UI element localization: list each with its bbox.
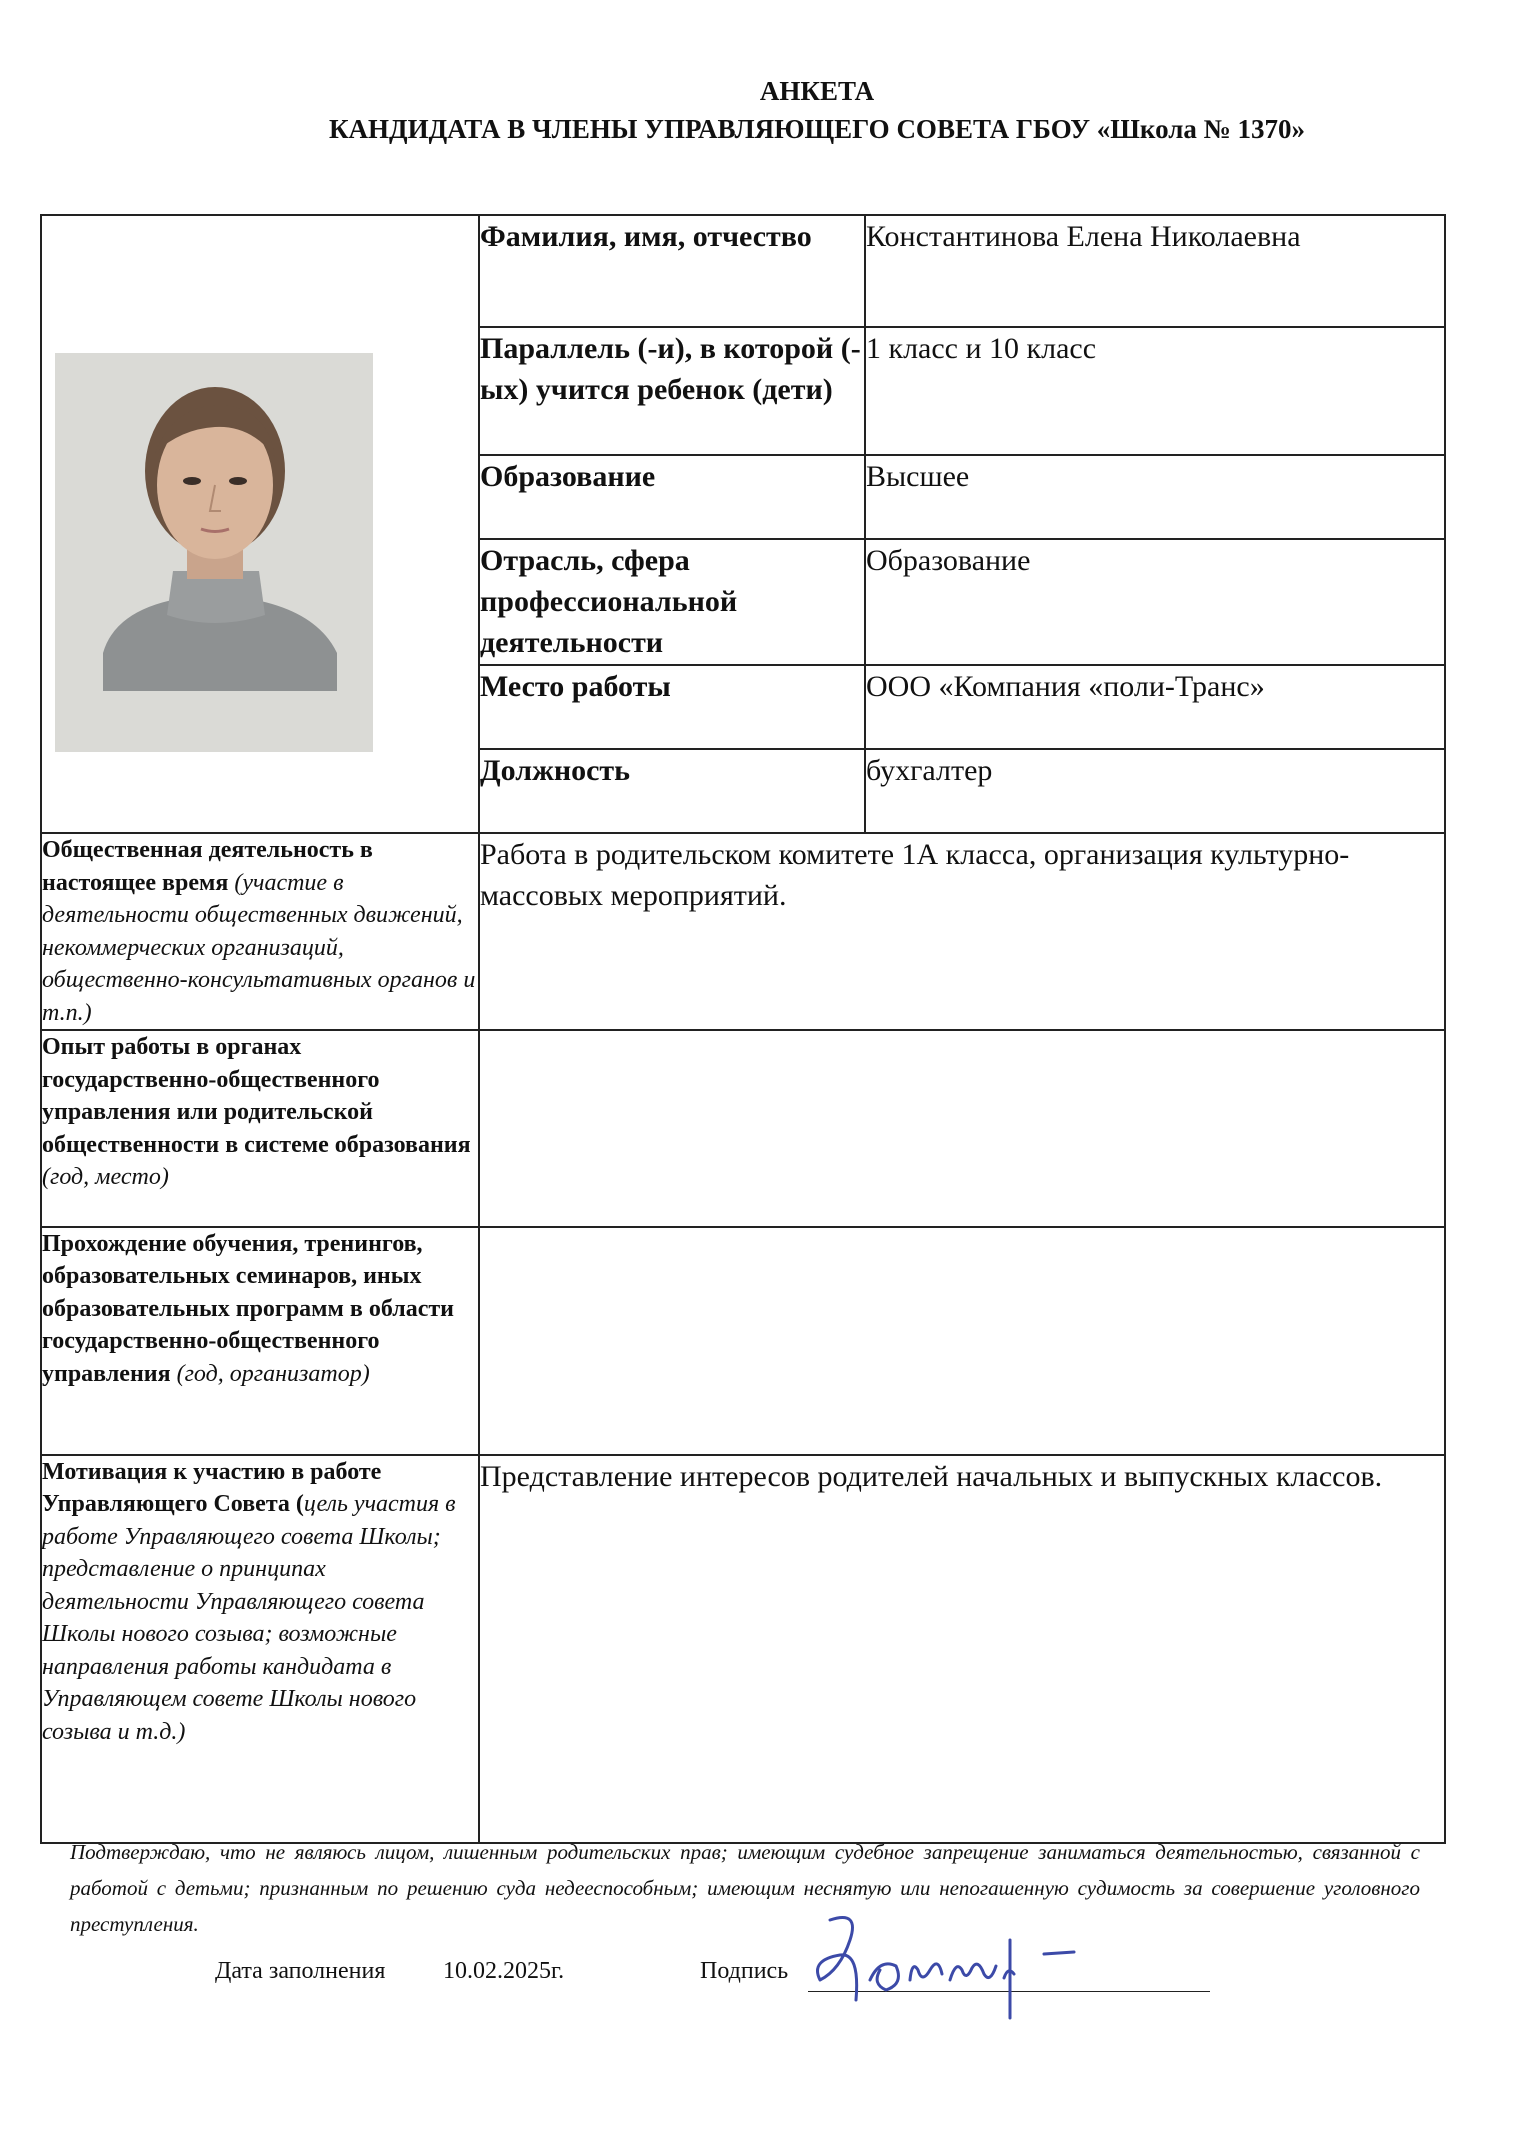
handwritten-signature xyxy=(800,1900,1140,2020)
field-label-fio: Фамилия, имя, отчество xyxy=(479,215,865,327)
section-label-note: (год, организатор) xyxy=(176,1360,370,1387)
section-value-training xyxy=(479,1227,1445,1455)
section-label-note: (год, место) xyxy=(42,1164,169,1191)
field-label-workplace: Место работы xyxy=(479,665,865,749)
section-value-governance-experience xyxy=(479,1030,1445,1226)
field-value-industry: Образование xyxy=(865,539,1445,665)
section-label-training xyxy=(41,1227,479,1455)
form-subtitle: КАНДИДАТА В ЧЛЕНЫ УПРАВЛЯЮЩЕГО СОВЕТА ГБОУ «Школа № 1370» xyxy=(328,114,1306,144)
section-label-motivation xyxy=(41,1455,479,1843)
portrait-image xyxy=(55,353,373,752)
section-label-bold: Опыт работы в органах государственно-общественного управления или родительской общественности в системе образования xyxy=(42,1034,471,1158)
photo-cell xyxy=(41,215,479,833)
section-label-bold: Мотивация к участию в работе Управляющего Совета ( xyxy=(42,1458,382,1518)
section-value-motivation: Представление интересов родителей начальных и выпускных классов. xyxy=(479,1455,1445,1843)
field-label-industry: Отрасль, сфера профессиональной деятельности xyxy=(479,539,865,665)
date-label: Дата заполнения xyxy=(215,1958,386,1984)
confirmation-statement: Подтверждаю, что не являюсь лицом, лишенным родительских прав; имеющим судебное запрещение заниматься деятельностью, связанной с работой с детьми; признанным по решению суда недееспособным; имеющим неснятую или непогашенную судимость за совершение уголовного преступления. xyxy=(70,1840,1420,1936)
section-value-public-activity: Работа в родительском комитете 1А класса, организация культурно-массовых мероприятий. xyxy=(479,833,1445,1030)
signature-label: Подпись xyxy=(700,1958,789,1984)
field-value-fio: Константинова Елена Николаевна xyxy=(865,215,1445,327)
section-label-bold: Прохождение обучения, тренингов, образовательных семинаров, иных образовательных программ в области государственно-общественного управления xyxy=(42,1230,454,1387)
field-value-education: Высшее xyxy=(865,455,1445,539)
field-label-grade: Параллель (-и), в которой (-ых) учится ребенок (дети) xyxy=(479,327,865,455)
section-label-note: (участие в деятельности общественных движений, некоммерческих организаций, общественно-консультативных органов и т.п.) xyxy=(42,869,476,1026)
section-label-bold: Общественная деятельность в настоящее время xyxy=(42,837,373,896)
section-label-note: цель участия в работе Управляющего совета Школы; представление о принципах деятельности Управляющего совета Школы нового созыва; возможные направления работы кандидата в Управляющем совете Школы нового созыва и т.д.) xyxy=(42,1491,456,1745)
date-value: 10.02.2025г. xyxy=(443,1958,565,1984)
field-value-workplace: ООО «Компания «поли-Транс» xyxy=(865,665,1445,749)
field-label-education: Образование xyxy=(479,455,865,539)
field-value-grade: 1 класс и 10 класс xyxy=(865,327,1445,455)
field-value-position: бухгалтер xyxy=(865,749,1445,833)
candidate-photo xyxy=(55,353,373,752)
questionnaire-table xyxy=(40,214,1446,1844)
form-title: АНКЕТА xyxy=(759,76,875,106)
section-label-governance-experience xyxy=(41,1030,479,1226)
field-label-position: Должность xyxy=(479,749,865,833)
section-label-public-activity xyxy=(41,833,479,1030)
